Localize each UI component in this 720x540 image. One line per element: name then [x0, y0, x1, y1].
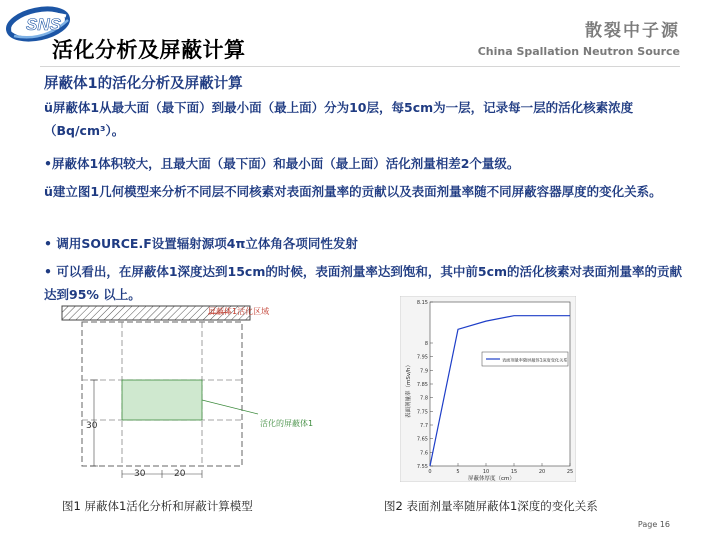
- page-number: Page 16: [637, 520, 670, 529]
- y-axis-label: 表面剂量率（mSv/h）: [406, 362, 412, 418]
- y-tick-label: 7.7: [420, 423, 428, 429]
- paragraph-conclusion: • 可以看出，在屏蔽体1深度达到15cm的时候，表面剂量率达到饱和，其中前5cm的活化核素对表面剂量率的贡献达到95% 以上。: [44, 264, 683, 302]
- activated-shield-block: [122, 380, 202, 420]
- x-tick-label: 5: [456, 469, 460, 475]
- dim-left-label: 30: [86, 421, 98, 431]
- slide-header: [0, 0, 720, 66]
- paragraph-layers: ü屏蔽体1从最大面（最下面）到最小面（最上面）分为10层，每5cm为一层，记录每一层的活化核素浓度（Bq/cm³）。: [44, 100, 634, 138]
- y-tick-label: 7.95: [416, 354, 428, 361]
- y-tick-label: 7.6: [420, 450, 428, 457]
- y-tick-label: 8: [424, 341, 428, 347]
- sns-logo-text: SNS: [26, 15, 61, 34]
- y-tick-label: 7.8: [420, 395, 428, 402]
- y-tick-label: 7.9: [420, 368, 428, 375]
- legend-label: 表面剂量率随屏蔽体1深度变化关系: [502, 357, 568, 363]
- csns-logo-cn: 散裂中子源: [585, 21, 680, 41]
- x-tick-label: 10: [482, 469, 490, 475]
- label-activated-shield: 活化的屏蔽体1: [260, 419, 314, 428]
- y-tick-label: 8.15: [416, 300, 428, 306]
- x-tick-label: 0: [428, 469, 432, 475]
- dim-bottom-b-label: 20: [174, 469, 186, 479]
- csns-logo-en: China Spallation Neutron Source: [477, 45, 680, 58]
- csns-logo: [478, 16, 680, 58]
- dim-bottom-a-label: 30: [134, 469, 146, 479]
- figure2-caption: 图2 表面剂量率随屏蔽体1深度的变化关系: [384, 499, 598, 513]
- paragraph-source: • 调用SOURCE.F设置辐射源项4π立体角各项同性发射: [44, 236, 358, 251]
- paragraph-model: ü建立图1几何模型来分析不同层不同核素对表面剂量率的贡献以及表面剂量率随不同屏蔽容器厚度的变化关系。: [44, 184, 662, 199]
- x-axis-label: 屏蔽体厚度（cm）: [468, 476, 515, 482]
- x-tick-label: 20: [538, 469, 546, 475]
- paragraph-volume: •屏蔽体1体积较大，且最大面（最下面）和最小面（最上面）活化剂量相差2个量级。: [44, 156, 520, 171]
- chart-legend: [482, 352, 568, 366]
- label-activated-region: 屏蔽体1活化区域: [208, 307, 270, 316]
- figure-dose-chart: [400, 296, 576, 482]
- slide-title: 活化分析及屏蔽计算: [52, 37, 246, 62]
- x-tick-label: 15: [510, 469, 518, 475]
- figure-model-diagram: [60, 300, 340, 490]
- figure1-caption: 图1 屏蔽体1活化分析和屏蔽计算模型: [62, 499, 253, 513]
- y-tick-label: 7.75: [416, 409, 428, 416]
- x-tick-label: 25: [566, 469, 574, 475]
- header-divider: [40, 66, 680, 67]
- y-tick-label: 7.85: [416, 382, 428, 388]
- y-tick-label: 7.65: [416, 436, 428, 443]
- plot-area: [430, 302, 570, 466]
- section-subtitle: 屏蔽体1的活化分析及屏蔽计算: [44, 76, 243, 92]
- y-tick-label: 7.55: [416, 464, 428, 470]
